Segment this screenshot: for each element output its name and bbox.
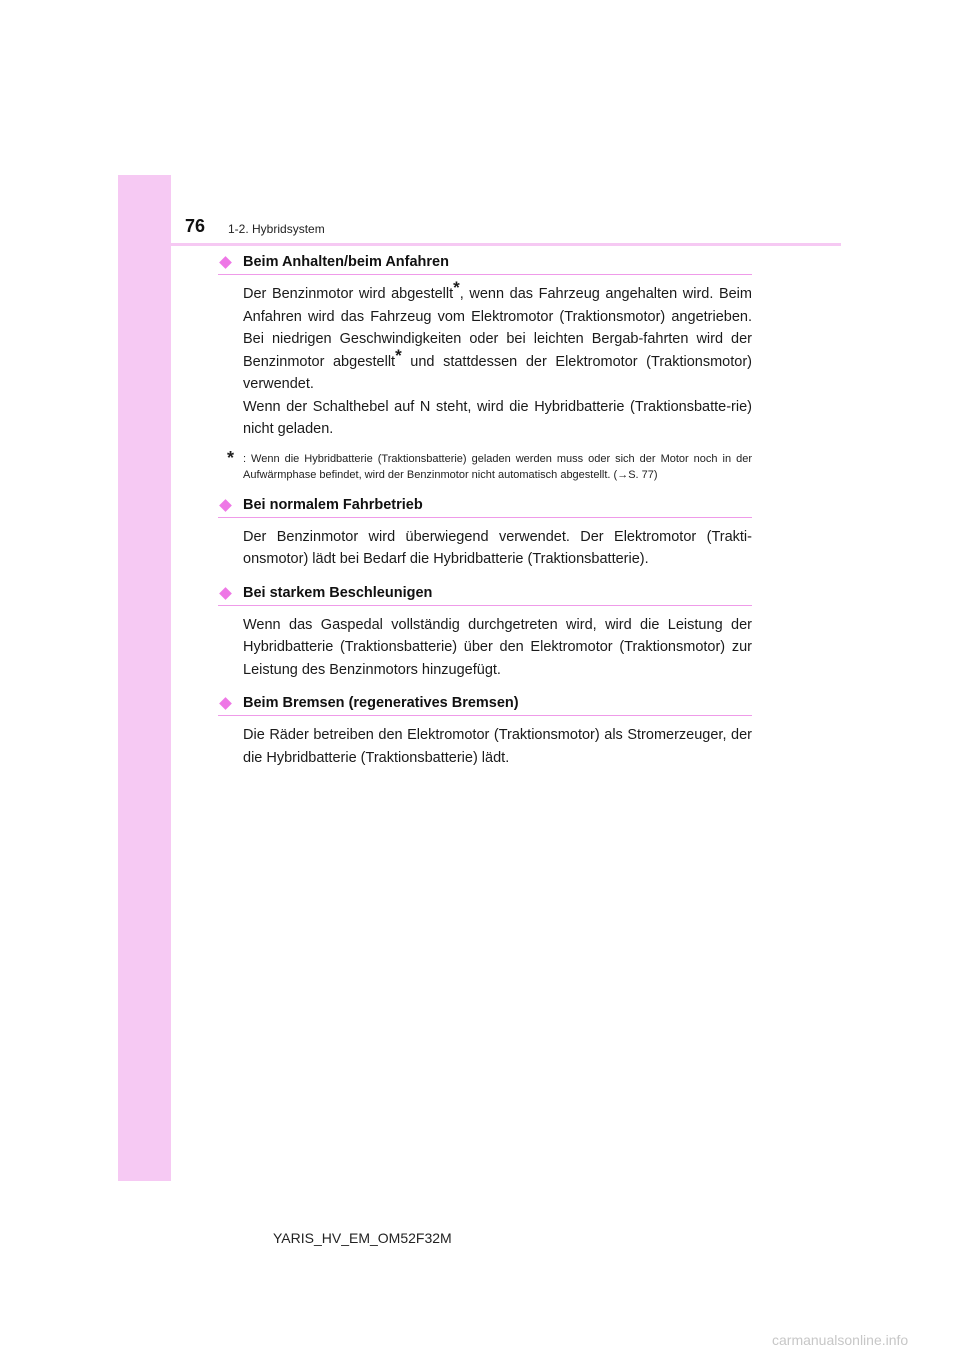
- watermark[interactable]: carmanualsonline.info: [772, 1332, 909, 1348]
- document-code: YARIS_HV_EM_OM52F32M: [273, 1230, 452, 1246]
- subheading-normalbetrieb: [218, 495, 752, 518]
- diamond-bullet-icon: [219, 697, 232, 710]
- footnote-asterisk: *: [227, 447, 235, 468]
- diamond-bullet-icon: [219, 499, 232, 512]
- subheading-text: Beim Bremsen (regeneratives Bremsen): [243, 695, 519, 711]
- chapter-side-tab: [118, 175, 171, 1181]
- paragraph-normalbetrieb: Der Benzinmotor wird überwiegend verwendet. Der Elektromotor (Trakti-onsmotor) lädt bei Bedarf die Hybridbatterie (Traktionsbatterie).: [243, 528, 752, 567]
- subheading-beschleunigen: [218, 583, 752, 606]
- diamond-bullet-icon: [219, 587, 232, 600]
- paragraph-beschleunigen: Wenn das Gaspedal vollständig durchgetreten wird, wird die Leistung der Hybridbatterie (Traktionsbatterie) über den Elektromotor (Traktionsmotor) zur Leistung des Benzinmotors hinzugefügt.: [243, 616, 752, 678]
- text-run: Wenn der Schalthebel auf N steht, wird die Hybridbatterie (Traktionsbatte-rie) nicht geladen.: [243, 398, 752, 437]
- asterisk-mark: *: [453, 278, 460, 297]
- diamond-bullet-icon: [219, 256, 232, 269]
- footnote: [218, 447, 752, 483]
- page-number: 76: [185, 216, 206, 236]
- page-content: [218, 252, 752, 769]
- paragraph-anhalten: [243, 278, 752, 441]
- subheading-bremsen: [218, 693, 752, 716]
- text-run: , wenn das Fahrzeug angehalten wird. Beim Anfahren wird das Fahrzeug vom Elektromotor (Traktionsmotor) angetrieben. Bei niedrigen Geschwindigkeiten oder bei leichten Bergab-fahrten wird der Benzinmotor abgestellt: [243, 286, 752, 370]
- section-title: 1-2. Hybridsystem: [228, 222, 325, 236]
- asterisk-mark: *: [395, 345, 402, 365]
- subheading-text: Bei normalem Fahrbetrieb: [243, 496, 423, 513]
- header-divider: [171, 243, 841, 246]
- text-run: und stattdessen der Elektromotor (Traktionsmotor) verwendet.: [243, 353, 752, 392]
- text-run: Der Benzinmotor wird abgestellt: [243, 286, 454, 302]
- subheading-text: Bei starkem Beschleunigen: [243, 584, 433, 601]
- subheading-text: Beim Anhalten/beim Anfahren: [243, 254, 449, 270]
- footnote-text: : Wenn die Hybridbatterie (Traktionsbatterie) geladen werden muss oder sich der Motor noch in der Aufwärmphase befindet, wird der Benzinmotor nicht automatisch abgestellt. (→S. 77): [243, 452, 752, 481]
- paragraph-bremsen: Die Räder betreiben den Elektromotor (Traktionsmotor) als Stromerzeuger, der die Hybridbatterie (Traktionsbatterie) lädt.: [243, 727, 752, 766]
- subheading-anhalten: [218, 252, 752, 275]
